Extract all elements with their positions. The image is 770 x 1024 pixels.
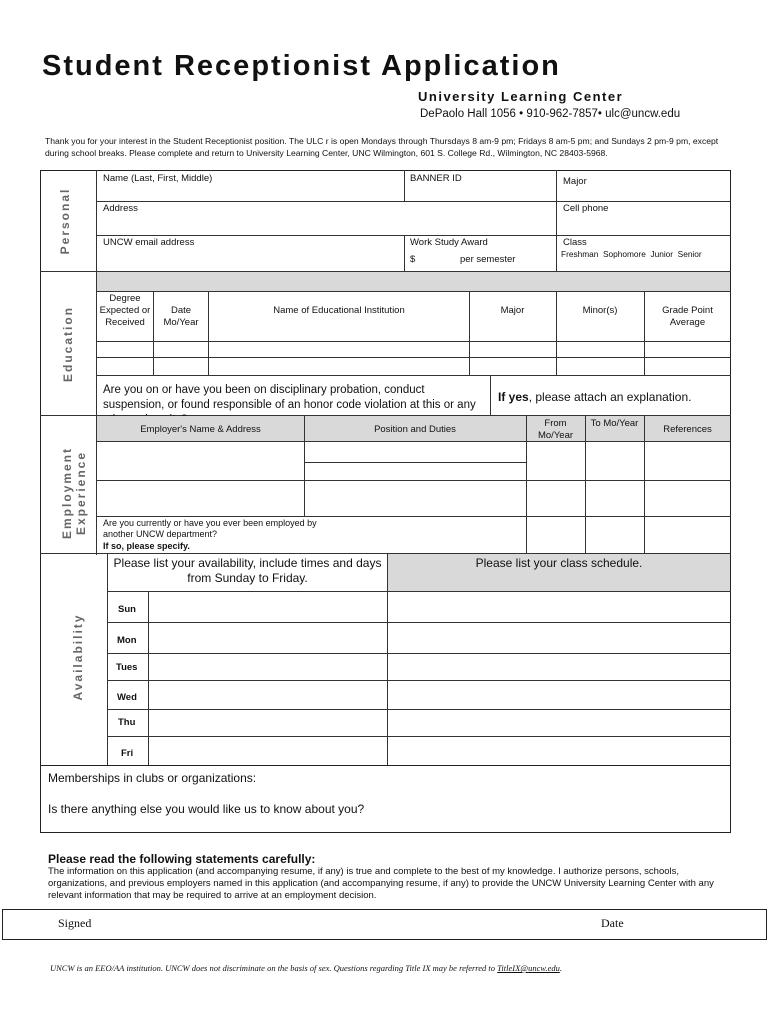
day-label: Fri bbox=[121, 748, 134, 759]
col-degree: Degree Expected or Received bbox=[99, 293, 151, 328]
day-label: Wed bbox=[117, 692, 137, 703]
col-position: Position and Duties bbox=[374, 424, 456, 435]
day-label: Mon bbox=[117, 635, 137, 646]
col-major: Major bbox=[500, 305, 525, 316]
work-study-field[interactable]: Work Study Award bbox=[410, 237, 488, 248]
section-availability-heading: Availability bbox=[71, 613, 85, 701]
col-to: To Mo/Year bbox=[590, 418, 639, 429]
page-title: Student Receptionist Application bbox=[42, 50, 561, 82]
availability-instruction: Please list your availability, include times and days from Sunday to Friday. bbox=[113, 556, 382, 585]
day-label: Thu bbox=[118, 717, 136, 728]
col-gpa: Grade Point Average bbox=[662, 305, 713, 328]
section-divider-vertical bbox=[96, 170, 97, 555]
day-label: Sun bbox=[118, 604, 136, 615]
major-field[interactable]: Major bbox=[563, 176, 587, 187]
uncw-employment-question: Are you currently or have you ever been employed by another UNCW department? bbox=[103, 518, 317, 539]
class-options[interactable]: Freshman Sophomore Junior Senior bbox=[561, 249, 702, 259]
employment-heading-line1: Employment bbox=[60, 447, 74, 540]
day-label: Tues bbox=[116, 662, 138, 673]
titleix-email-link[interactable]: TitleIX@uncw.edu bbox=[497, 963, 560, 973]
statements-heading: Please read the following statements carefully: bbox=[48, 852, 316, 866]
probation-question: Are you on or have you been on disciplinary probation, conduct suspension, or found responsible of an honor code violation at this or any bbox=[103, 384, 476, 411]
col-from: From Mo/Year bbox=[537, 418, 574, 441]
col-date: Date Mo/Year bbox=[163, 305, 199, 328]
name-field[interactable]: Name (Last, First, Middle) bbox=[103, 173, 213, 184]
education-header-band bbox=[97, 272, 730, 291]
cell-phone-field[interactable]: Cell phone bbox=[563, 203, 609, 214]
email-field[interactable]: UNCW email address bbox=[103, 237, 195, 248]
form-outer-box bbox=[40, 170, 731, 766]
section-personal-heading: Personal bbox=[58, 187, 72, 255]
dollar-sign: $ bbox=[410, 254, 416, 265]
banner-id-field[interactable]: BANNER ID bbox=[410, 173, 462, 184]
col-employer: Employer's Name & Address bbox=[140, 424, 261, 435]
col-institution: Name of Educational Institution bbox=[273, 305, 405, 316]
signed-field[interactable]: Signed bbox=[58, 916, 92, 930]
signature-box[interactable] bbox=[2, 909, 767, 940]
page-subtitle: University Learning Center bbox=[418, 89, 624, 104]
section-education-heading: Education bbox=[61, 306, 75, 383]
memberships-field[interactable]: Memberships in clubs or organizations: bbox=[48, 771, 257, 785]
anything-else-field[interactable]: Is there anything else you would like us to know about you? bbox=[48, 802, 365, 816]
contact-info: DePaolo Hall 1056 • 910-962-7857• ulc@uncw.edu bbox=[420, 108, 681, 120]
per-semester-label: per semester bbox=[460, 254, 516, 265]
employment-heading-line2: Experience bbox=[74, 450, 88, 536]
footer-text: UNCW is an EEO/AA institution. UNCW does not discriminate on the basis of sex. Questions regarding Title IX may be referred to TitleIX@uncw.edu. bbox=[50, 963, 562, 973]
date-field[interactable]: Date bbox=[601, 916, 624, 930]
address-field[interactable]: Address bbox=[103, 203, 138, 214]
col-minor: Minor(s) bbox=[582, 305, 618, 316]
col-references: References bbox=[663, 424, 712, 435]
class-field[interactable]: Class bbox=[563, 237, 587, 248]
uncw-specify-label: If so, please specify. bbox=[103, 541, 190, 551]
class-schedule-instruction: Please list your class schedule. bbox=[475, 556, 643, 570]
intro-text: Thank you for your interest in the Student Receptionist position. The ULC r is open Mondays through Thursdays 8 am-9 pm; Fridays 8 am-5 pm; and Sundays 2 pm-9 pm, except during school breaks. Please complete and return to University Learning Center, UNC Wilmington, 601 S. College Rd., Wilmington, NC 28403-5968. bbox=[45, 136, 719, 158]
statements-text: The information on this application (and accompanying resume, if any) is true and complete to the best of my knowledge. I authorize persons, schools, organizations, and previous employers named in this application (and accompanying resume, if any) to provide the UNCW University Learning Center with any relevant information that may be required to arrive at an employment decision. bbox=[48, 866, 714, 901]
probation-instruction: If yes, please attach an explanation. bbox=[498, 390, 692, 404]
